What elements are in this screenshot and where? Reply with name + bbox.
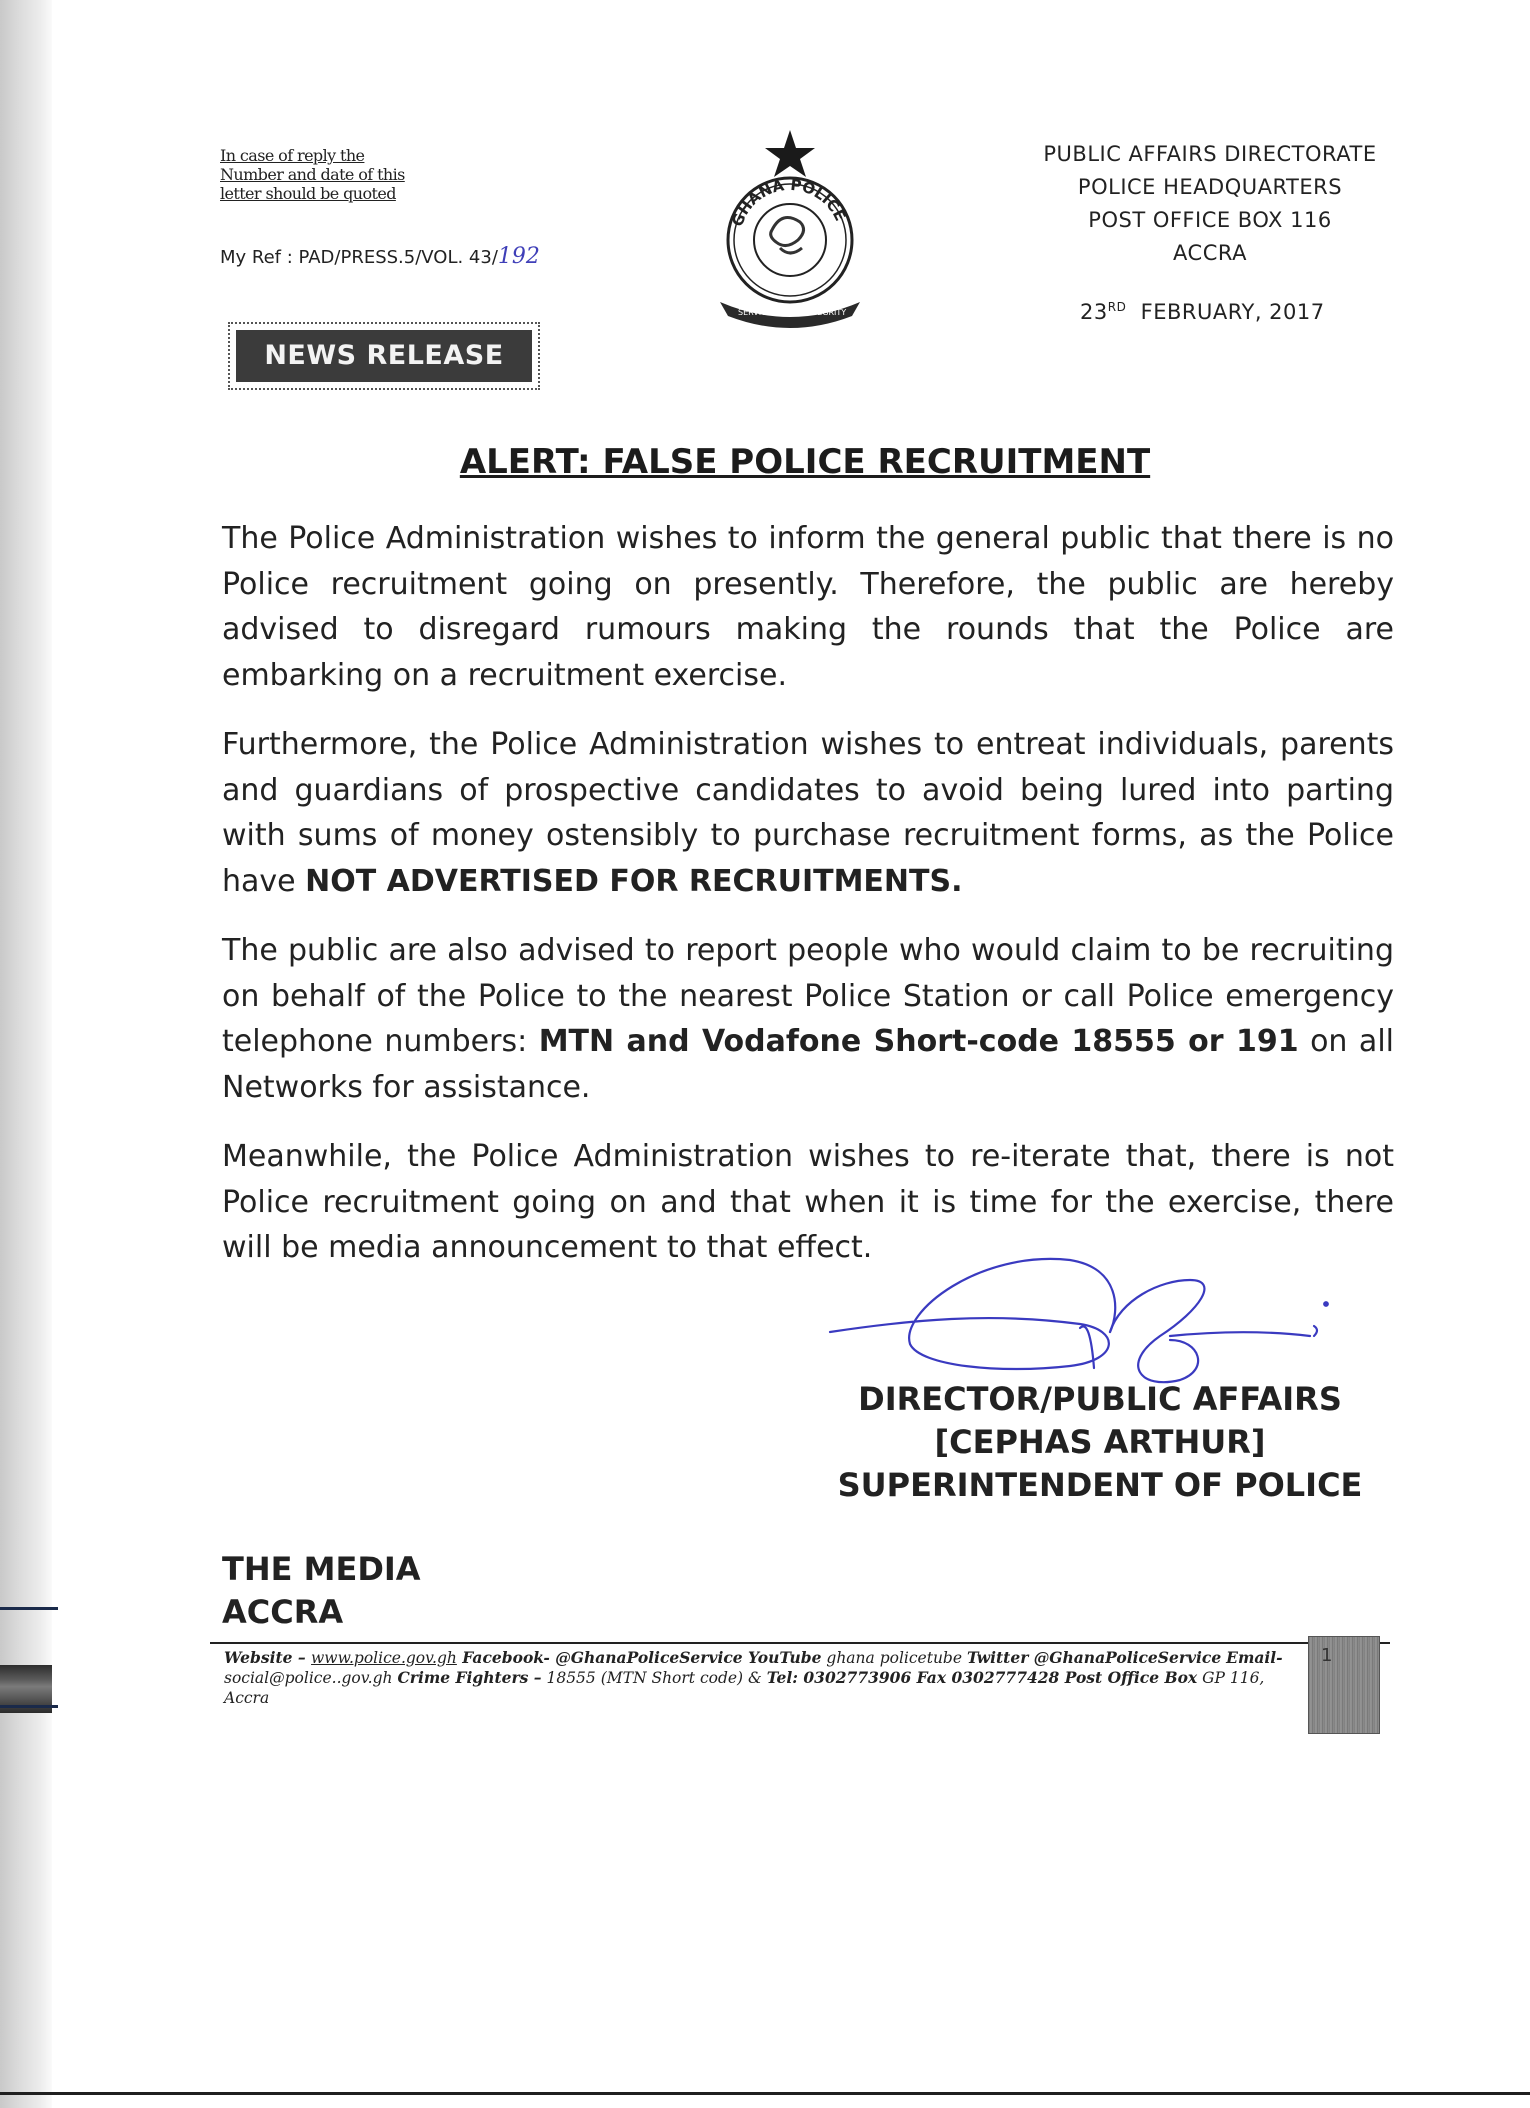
page-number-box	[1308, 1636, 1380, 1734]
paragraph-1: The Police Administration wishes to inform the general public that there is no Police recruitment going on presently. Therefore, the public are hereby advised to disregard rumours making the rounds that the Police are embarking on a recruitment exercise.	[222, 521, 1394, 693]
paragraph-2: Furthermore, the Police Administration wishes to entreat individuals, parents and guardians of prospective candidates to avoid being lured into parting with sums of money ostensibly to purchase recruitment forms, as the Police have NOT ADVERTISED FOR RECRUITMENTS.	[222, 727, 1394, 899]
sender-address: PUBLIC AFFAIRS DIRECTORATE POLICE HEADQUARTERS POST OFFICE BOX 116 ACCRA	[1043, 142, 1377, 265]
scan-bottom-line	[0, 2092, 1530, 2095]
handwritten-reference: 192	[497, 244, 540, 269]
ghana-police-crest-icon	[700, 130, 880, 330]
signatory-block: DIRECTOR/PUBLIC AFFAIRS [CEPHAS ARTHUR] SUPERINTENDENT OF POLICE	[837, 1380, 1363, 1504]
letter-body	[222, 516, 1394, 1295]
scan-edge-line	[0, 1705, 58, 1708]
news-release-badge: NEWS RELEASE	[228, 322, 540, 390]
page-number: 1	[1321, 1645, 1333, 1666]
paragraph-3: The public are also advised to report people who would claim to be recruiting on behalf of the Police to the nearest Police Station or call Police emergency telephone numbers: MTN and Vodafone Short-code 18555 or 191 on all Networks for assistance.	[222, 933, 1394, 1105]
website-link[interactable]: www.police.gov.gh	[311, 1649, 457, 1667]
crest-text: GHANA POLICE	[728, 175, 850, 229]
paragraph-4: Meanwhile, the Police Administration wishes to re-iterate that, there is not Police recruitment going on and that when it is time for the exercise, there will be media announcement to that effect.	[222, 1139, 1394, 1265]
page-title: ALERT: FALSE POLICE RECRUITMENT	[459, 442, 1151, 482]
crest-motto-right: INTEGRITY	[804, 308, 847, 317]
reference-number: My Ref : PAD/PRESS.5/VOL. 43/192	[220, 244, 540, 269]
svg-text:GHANA POLICE	[728, 176, 849, 229]
recipient-block: THE MEDIA ACCRA	[222, 1550, 421, 1631]
scan-edge-line	[0, 1607, 58, 1610]
contact-footer: Website – www.police.gov.gh Facebook- @GhanaPoliceService YouTube ghana policetube Twitter @GhanaPoliceService Email- social@police..gov.gh Crime Fighters – 18555 (MTN Short code) & Tel: 0302773906 Fax 0302777428 Post Office Box GP 116, Accra	[210, 1642, 1390, 1722]
crest-motto-left: SERVICE	[738, 308, 772, 317]
scan-edge	[0, 0, 52, 2108]
letter-date: 23RD FEBRUARY, 2017	[1080, 300, 1325, 324]
reply-note: In case of reply the Number and date of this letter should be quoted	[220, 146, 405, 203]
